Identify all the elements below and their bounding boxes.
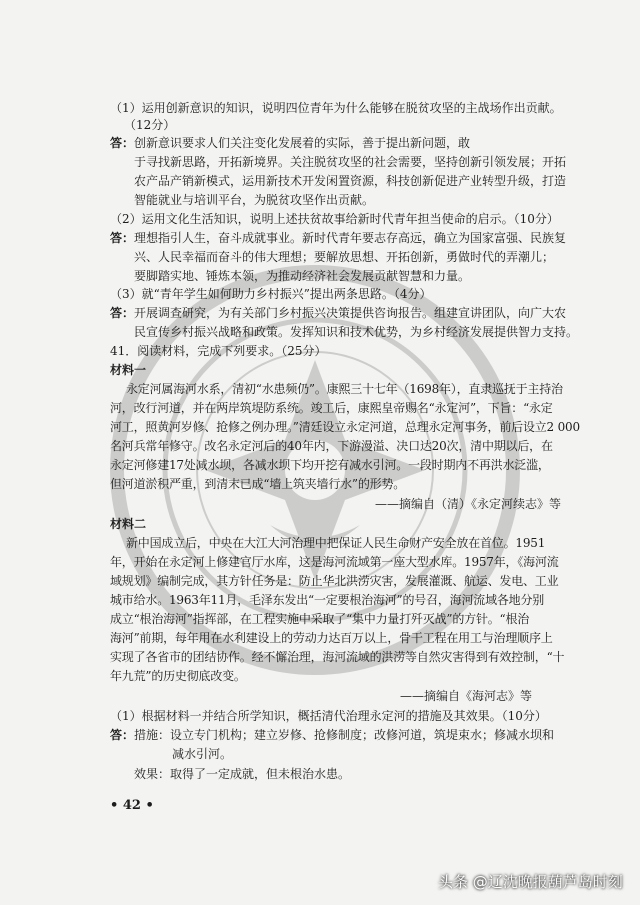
answer-effect: 效果：取得了一定成就，但未根治水患。 [134,767,351,781]
material-line: 河工，照黄河岁修、抢修之例办理。”清廷设立永定河道，总理永定河事务，前后设立2 000 [110,420,580,434]
answer-line: 民宣传乡村振兴战略和政策。发挥知识和技术优势，为乡村经济发展提供智力支持。 [134,325,579,339]
answer-label: 答： [110,136,135,150]
page-number: • 42 • [110,798,154,813]
material-line: 年，开始在永定河上修建官厅水库，这是海河流域第一座大型水库。1957年，《海河流 [110,555,559,569]
answer-line: 措施：设立专门机构；建立岁修、抢修制度；改修河道，筑堤束水；修减水坝和 [134,728,555,742]
answer-line: 创新意识要求人们关注变化发展着的实际，善于提出新问题，敢 [134,136,471,150]
material-2-source: ——摘编自《海河志》等 [400,689,533,703]
answer-line: 兴、人民幸福而奋斗的伟大理想；要解放思想、开拓创新，勇做时代的弄潮儿； [134,250,555,264]
material-2-label: 材料二 [110,517,147,531]
material-line: 新中国成立后，中央在大江大河治理中把保证人民生命财产安全放在首位。1951 [126,536,546,550]
question-41-heading: 41．阅读材料，完成下列要求。（25分） [110,344,327,358]
question-1-text: （1）运用创新意识的知识，说明四位青年为什么能够在脱贫攻坚的主战场作出贡献。 [110,101,562,115]
material-line: 永定河修建17处减水坝，各减水坝下均开挖有减水引河。一段时期内不再洪水泛滥， [110,458,550,472]
question-41-1-text: （1）根据材料一并结合所学知识，概括清代治理永定河的措施及其效果。（10分） [110,709,547,723]
material-line: 河，改行河道，并在两岸筑堤防系统。竣工后，康熙皇帝赐名“永定河”，下旨：“永定 [110,401,553,415]
answer-line: 减水引河。 [172,747,233,761]
question-3-text: （3）就“青年学生如何助力乡村振兴”提出两条思路。（4分） [110,287,432,301]
answer-label: 答： [110,306,135,320]
material-line: 名河兵常年修守。改名永定河后的40年内，下游漫溢、决口达20次，清中期以后，在 [110,439,553,453]
material-line: 实现了各省市的团结协作。经不懈治理，海河流域的洪涝等自然灾害得到有效控制，“十 [110,650,565,664]
answer-line: 智能就业与培训平台，为脱贫攻坚作出贡献。 [134,193,375,207]
material-line: 城市给水。1963年11月，毛泽东发出“一定要根治海河”的号召，海河流域各地分别 [110,593,545,607]
material-line: 但河道淤积严重，到清末已成“墙上筑夹墙行水”的形势。 [110,477,406,491]
answer-line: 理想指引人生，奋斗成就事业。新时代青年要志存高远，确立为国家富强、民族复 [134,231,567,245]
answer-label: 答： [110,728,135,742]
question-1-points: （12分） [124,118,176,132]
source-credit: 头条 @辽沈晚报葫芦岛时刻 [438,873,623,891]
answer-line: 要脚踏实地、锤炼本领，为推动经济社会发展贡献智慧和力量。 [134,269,471,283]
answer-line: 开展调查研究，为有关部门乡村振兴决策提供咨询报告。组建宣讲团队，向广大农 [134,306,567,320]
question-2-text: （2）运用文化生活知识，说明上述扶贫故事给新时代青年担当使命的启示。（10分） [110,212,559,226]
material-line: 年九荒”的历史彻底改变。 [110,669,246,683]
material-line: 成立“根治海河”指挥部，在工程实施中采取了“集中力量打歼灭战”的方针。“根治 [110,612,530,626]
answer-line: 农产品产销新模式，运用新技术开发闲置资源，科技创新促进产业转型升级，打造 [134,174,567,188]
material-line: 域规划》编制完成，其方针任务是：防止华北洪涝灾害，发展灌溉、航运、发电、工业 [110,574,559,588]
answer-label: 答： [110,231,135,245]
answer-line: 于寻找新思路，开拓新境界。关注脱贫攻坚的社会需要，坚持创新引领发展；开拓 [134,155,567,169]
material-line: 海河”前期，每年用在水利建设上的劳动力达百万以上，骨干工程在用工与治理顺序上 [110,631,553,645]
material-1-source: ——摘编自（清）《永定河续志》等 [375,497,562,511]
material-line: 永定河属海河水系，清初“水患频仍”。康熙三十七年（1698年），直隶巡抚于主持治 [126,382,563,396]
material-1-label: 材料一 [110,363,147,377]
